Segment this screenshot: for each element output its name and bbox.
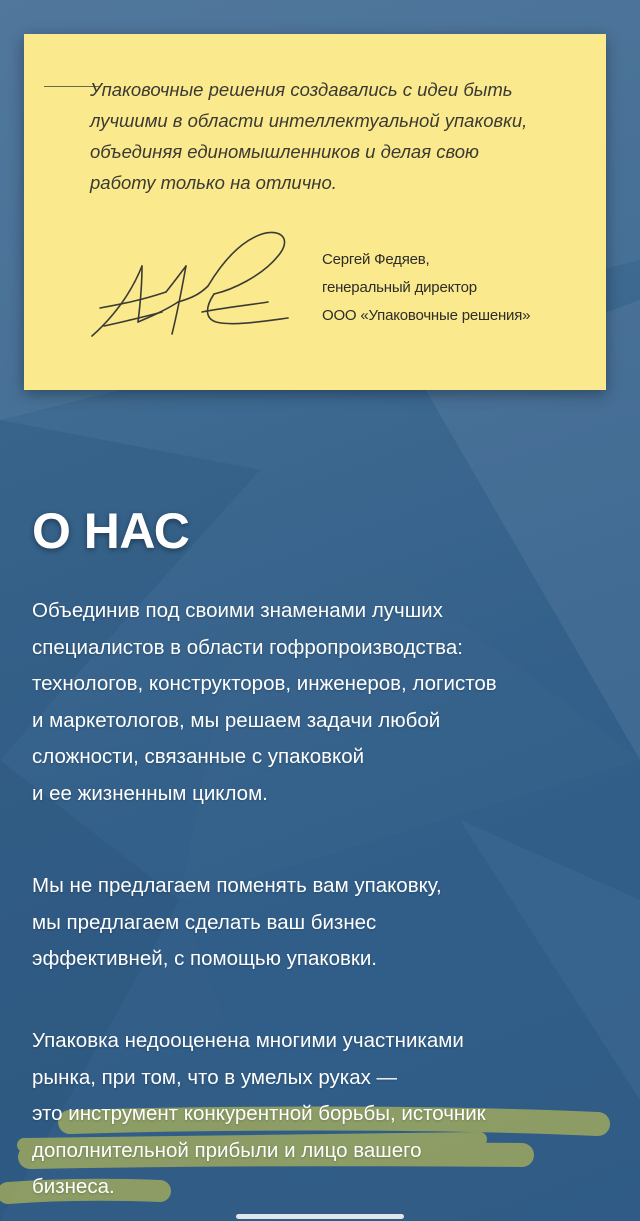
- quote-text: [90, 74, 590, 198]
- paragraph-line: эффективней, с помощью упаковки.: [32, 947, 378, 970]
- quote-line: лучшими в области интеллектуальной упаковки,: [90, 110, 528, 131]
- paragraph-line: Объединив под своими знаменами лучших: [32, 599, 443, 622]
- paragraph-line: дополнительной прибыли и лицо вашего: [32, 1138, 422, 1162]
- paragraph-line: это инструмент конкурентной борьбы, источник: [32, 1102, 486, 1125]
- paragraph-line: рынка, при том, что в умелых руках —: [32, 1065, 398, 1089]
- about-paragraph-3: [32, 1023, 622, 1206]
- paragraph-line: технологов, конструкторов, инженеров, логистов: [32, 672, 497, 695]
- quote-line: работу только на отлично.: [90, 172, 337, 193]
- signer-company: ООО «Упаковочные решения»: [322, 307, 531, 324]
- signer-name: Сергей Федяев,: [322, 251, 430, 268]
- paragraph-line: специалистов в области гофропроизводства:: [32, 635, 463, 659]
- about-paragraph-1: [32, 593, 622, 812]
- paragraph-line: мы предлагаем сделать ваш бизнес: [32, 910, 377, 934]
- home-indicator[interactable]: [236, 1214, 404, 1219]
- quote-line: объединяя единомышленников и делая свою: [90, 141, 479, 162]
- paragraph-line: и маркетологов, мы решаем задачи любой: [32, 708, 441, 732]
- signer-position: генеральный директор: [322, 279, 477, 296]
- signer-block: [322, 246, 592, 330]
- about-paragraph-2: [32, 868, 622, 978]
- about-title: О НАС: [32, 503, 190, 559]
- paragraph-line: и ее жизненным циклом.: [32, 781, 268, 805]
- paragraph-line: Упаковка недооценена многими участниками: [32, 1029, 464, 1052]
- paragraph-line: бизнеса.: [32, 1175, 115, 1198]
- quote-card: [24, 34, 606, 390]
- paragraph-line: сложности, связанные с упаковкой: [32, 745, 365, 768]
- signature-icon: [82, 226, 302, 346]
- quote-line: Упаковочные решения создавались с идеи быть: [90, 79, 513, 100]
- paragraph-line: Мы не предлагаем поменять вам упаковку,: [32, 874, 442, 897]
